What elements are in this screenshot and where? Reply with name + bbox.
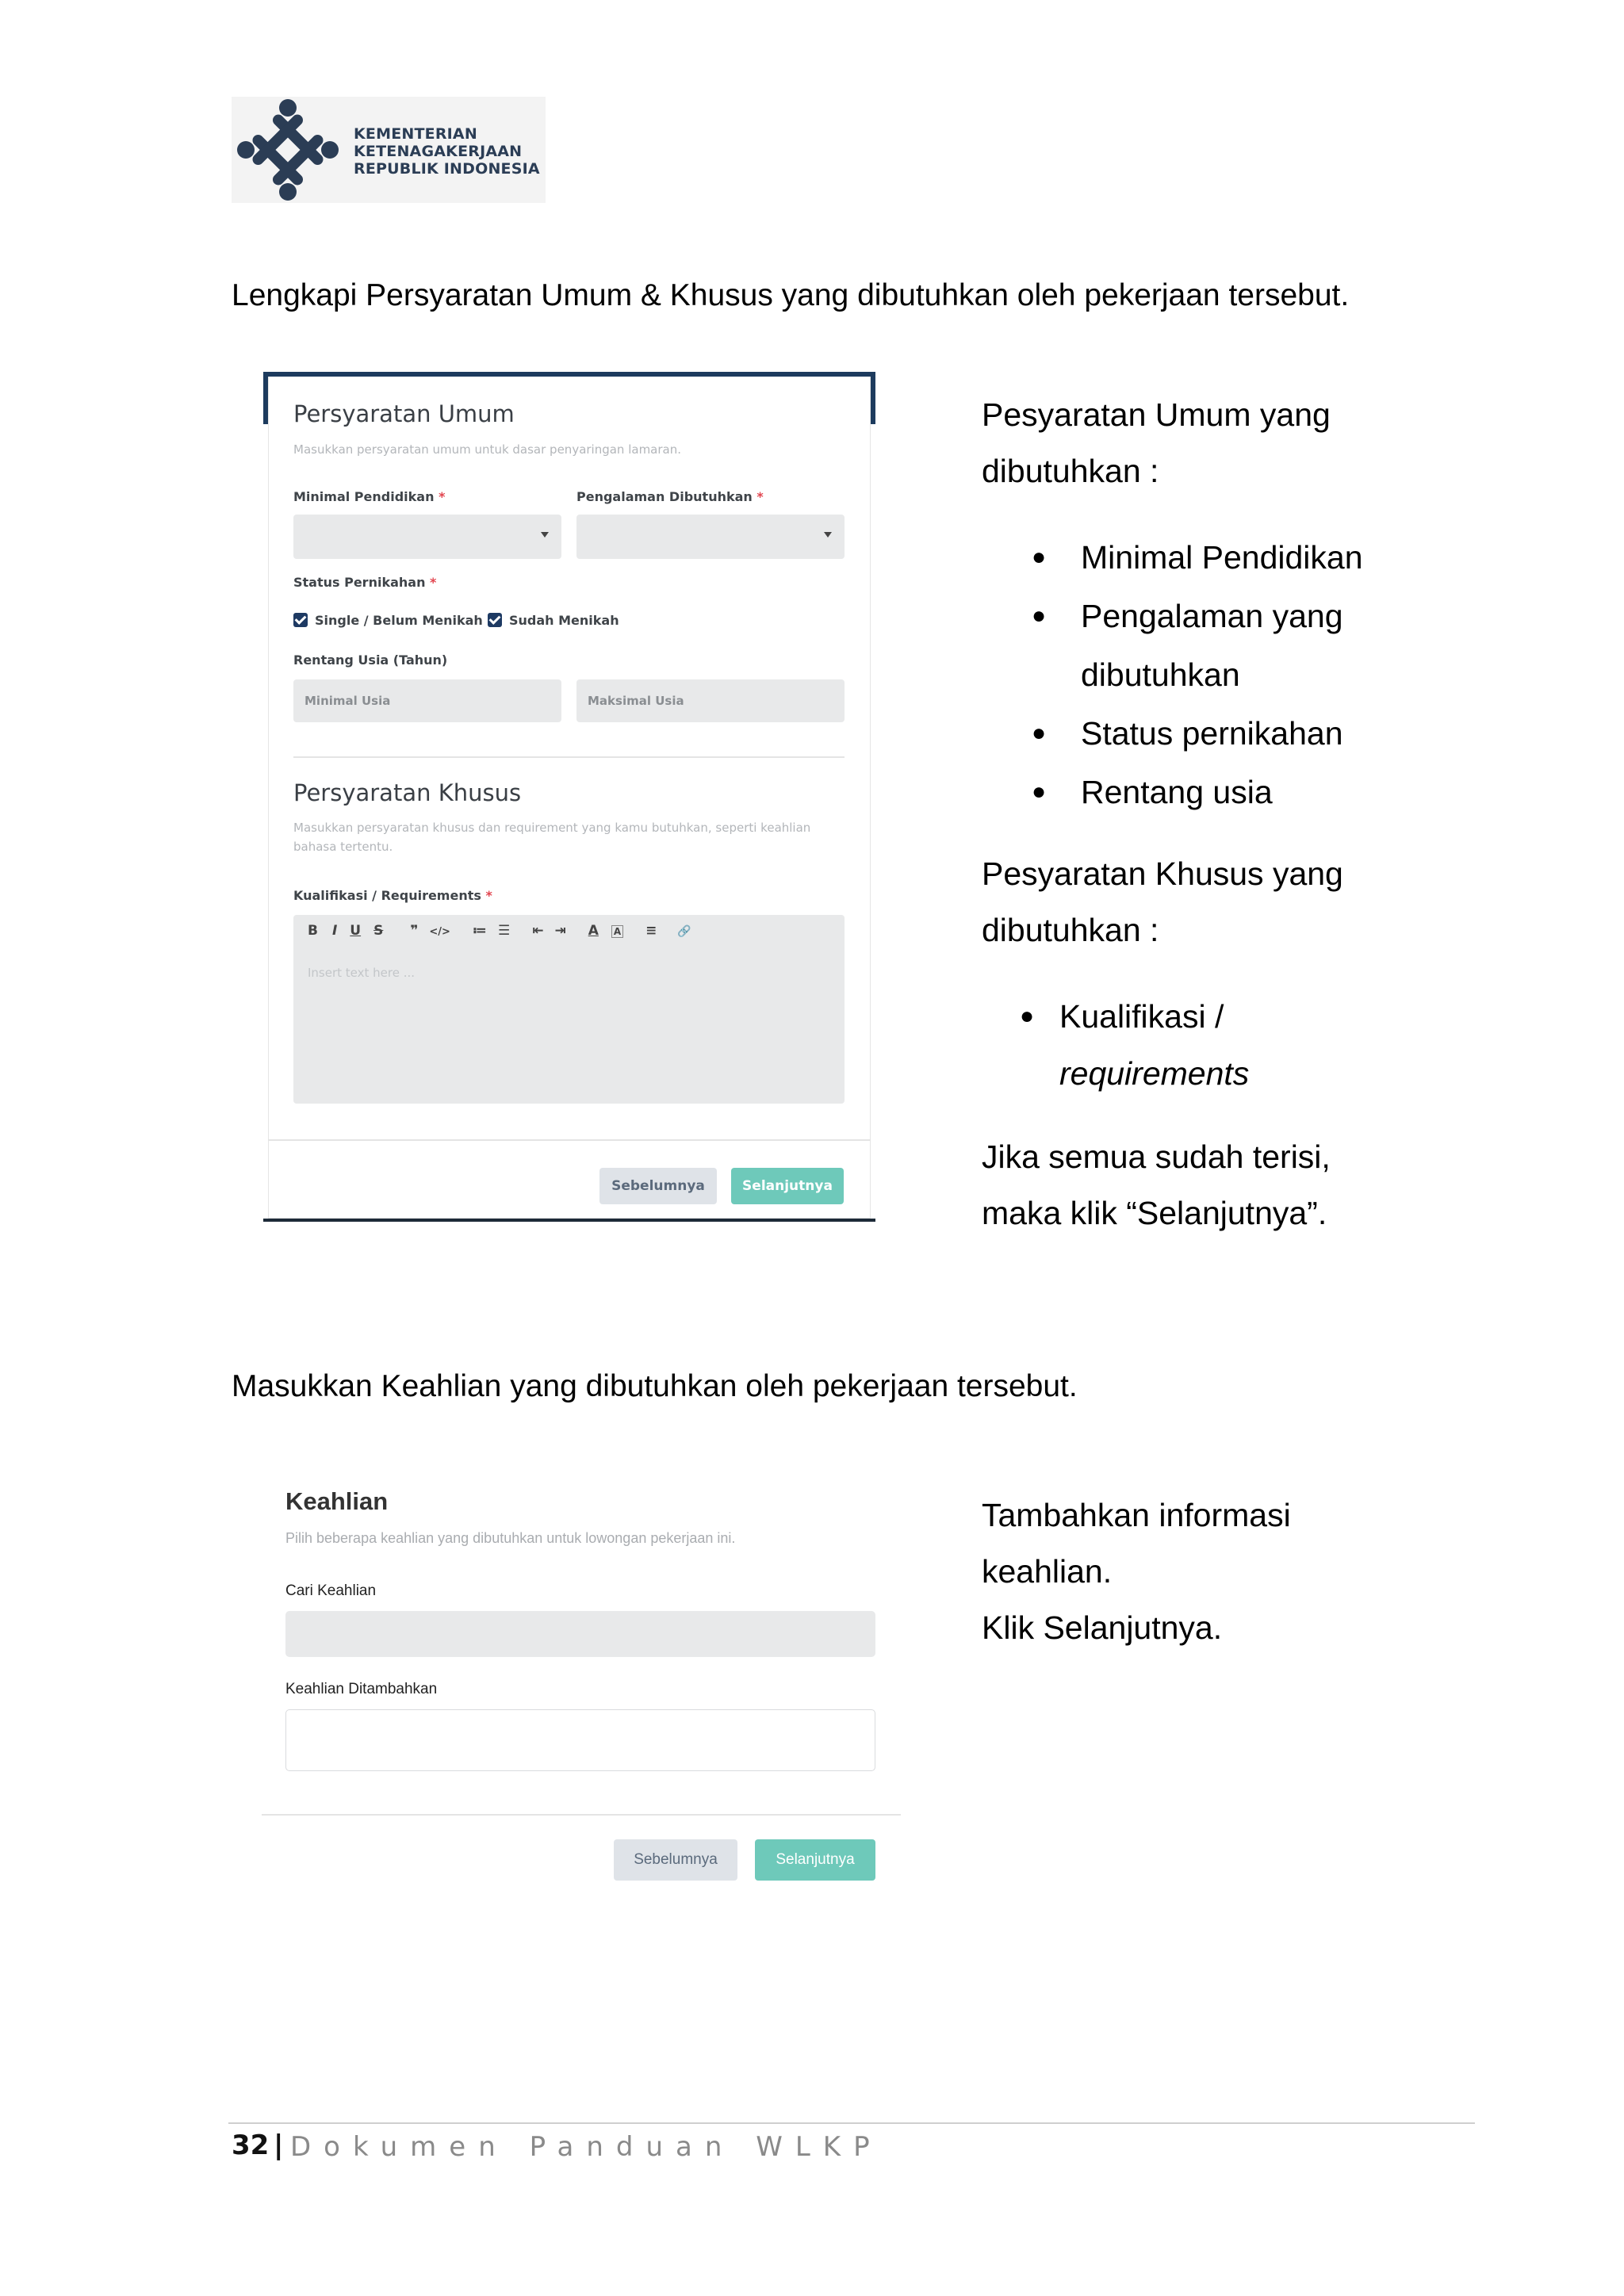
font-color-icon[interactable]: A bbox=[588, 923, 599, 939]
skills-form-screenshot bbox=[262, 1456, 901, 1892]
footer-divider bbox=[268, 1139, 871, 1141]
married-checkbox[interactable] bbox=[488, 613, 502, 627]
skills-note-line-2: keahlian. bbox=[982, 1553, 1113, 1590]
link-icon[interactable]: 🔗 bbox=[677, 925, 691, 938]
skills-note-line-3: Klik Selanjutnya. bbox=[982, 1609, 1223, 1646]
qualifications-label: Kualifikasi / Requirements * bbox=[293, 888, 492, 903]
previous-button[interactable]: Sebelumnya bbox=[599, 1168, 717, 1204]
code-icon[interactable]: </> bbox=[429, 926, 450, 938]
special-requirements-list bbox=[1020, 988, 1250, 1102]
chevron-down-icon bbox=[541, 532, 549, 538]
special-heading-line-2: dibutuhkan : bbox=[982, 912, 1159, 948]
single-checkbox[interactable] bbox=[293, 613, 308, 627]
underline-icon[interactable]: U bbox=[350, 923, 362, 939]
section-divider bbox=[293, 756, 845, 758]
experience-label: Pengalaman Dibutuhkan * bbox=[576, 489, 764, 504]
special-requirements-note bbox=[982, 846, 1343, 959]
quote-icon[interactable]: ❞ bbox=[410, 923, 419, 939]
max-age-input[interactable]: Maksimal Usia bbox=[576, 679, 845, 722]
list-item: ● Minimal Pendidikan bbox=[1032, 539, 1363, 576]
intro-paragraph-1: Lengkapi Persyaratan Umum & Khusus yang dibutuhkan oleh pekerjaan tersebut. bbox=[232, 278, 1350, 312]
special-heading-line-1: Pesyaratan Khusus yang bbox=[982, 855, 1343, 892]
min-education-label: Minimal Pendidikan * bbox=[293, 489, 446, 504]
list-item: ● Pengalaman yang dibutuhkan bbox=[1032, 598, 1343, 693]
married-checkbox-label: Sudah Menikah bbox=[509, 613, 619, 628]
skills-title: Keahlian bbox=[285, 1487, 389, 1515]
skills-note bbox=[982, 1487, 1291, 1656]
skills-note-line-1: Tambahkan informasi bbox=[982, 1497, 1291, 1533]
general-requirements-subtitle: Masukkan persyaratan umum untuk dasar penyaringan lamaran. bbox=[293, 442, 682, 457]
ministry-emblem-icon bbox=[235, 98, 341, 201]
outdent-icon[interactable]: ⇤ bbox=[532, 923, 544, 939]
footer-rule bbox=[228, 2122, 1475, 2124]
experience-select[interactable] bbox=[576, 515, 845, 559]
search-skill-label: Cari Keahlian bbox=[285, 1582, 377, 1599]
skills-subtitle: Pilih beberapa keahlian yang dibutuhkan untuk lowongan pekerjaan ini. bbox=[285, 1530, 736, 1546]
closing-line-1: Jika semua sudah terisi, bbox=[982, 1138, 1331, 1175]
footer-title: Dokumen Panduan WLKP bbox=[290, 2131, 883, 2163]
italic-icon[interactable]: I bbox=[331, 923, 338, 939]
single-checkbox-label: Single / Belum Menikah bbox=[315, 613, 483, 628]
bullet-list-icon[interactable]: ☰ bbox=[497, 923, 511, 939]
general-requirements-title: Persyaratan Umum bbox=[293, 400, 515, 427]
footer-divider bbox=[262, 1814, 901, 1816]
bold-icon[interactable]: B bbox=[308, 923, 318, 939]
requirements-form-screenshot bbox=[263, 372, 875, 1222]
list-item: ● Rentang usia bbox=[1032, 774, 1273, 810]
editor-toolbar bbox=[308, 923, 691, 939]
strikethrough-icon[interactable]: S bbox=[373, 923, 384, 939]
intro-paragraph-2: Masukkan Keahlian yang dibutuhkan oleh pekerjaan tersebut. bbox=[232, 1369, 1078, 1403]
min-age-input[interactable]: Minimal Usia bbox=[293, 679, 561, 722]
list-item: ● Kualifikasi / requirements bbox=[1020, 998, 1250, 1092]
min-education-select[interactable] bbox=[293, 515, 561, 559]
closing-note bbox=[982, 1129, 1331, 1242]
closing-line-2: maka klik “Selanjutnya”. bbox=[982, 1195, 1327, 1231]
logo-line-1: KEMENTERIAN bbox=[354, 125, 477, 143]
previous-button[interactable]: Sebelumnya bbox=[614, 1839, 737, 1881]
ordered-list-icon[interactable]: ≔ bbox=[472, 923, 487, 939]
search-skill-input[interactable] bbox=[285, 1611, 875, 1657]
next-button[interactable]: Selanjutnya bbox=[731, 1168, 844, 1204]
special-requirements-title: Persyaratan Khusus bbox=[293, 779, 522, 806]
added-skills-label: Keahlian Ditambahkan bbox=[285, 1681, 438, 1697]
next-button[interactable]: Selanjutnya bbox=[755, 1839, 875, 1881]
logo-line-2: KETENAGAKERJAAN bbox=[354, 143, 523, 160]
general-requirements-note bbox=[982, 387, 1331, 499]
background-color-icon[interactable]: A bbox=[611, 925, 623, 938]
general-heading-line-2: dibutuhkan : bbox=[982, 453, 1159, 489]
footer-separator: | bbox=[274, 2130, 284, 2161]
list-item: ● Status pernikahan bbox=[1032, 715, 1343, 752]
page-number: 32 bbox=[232, 2130, 270, 2161]
added-skills-field[interactable] bbox=[285, 1709, 875, 1771]
general-requirements-list bbox=[1032, 528, 1363, 821]
ministry-logo bbox=[232, 97, 546, 203]
qualifications-editor[interactable] bbox=[293, 915, 845, 1104]
align-icon[interactable]: ≡ bbox=[645, 923, 657, 939]
age-range-label: Rentang Usia (Tahun) bbox=[293, 652, 448, 668]
chevron-down-icon bbox=[824, 532, 832, 538]
editor-placeholder: Insert text here ... bbox=[308, 966, 416, 980]
marital-status-label: Status Pernikahan * bbox=[293, 575, 437, 590]
special-requirements-subtitle: Masukkan persyaratan khusus dan requirement yang kamu butuhkan, seperti keahlian bahasa tertentu. bbox=[293, 821, 811, 854]
general-heading-line-1: Pesyaratan Umum yang bbox=[982, 396, 1331, 433]
indent-icon[interactable]: ⇥ bbox=[554, 923, 566, 939]
logo-line-3: REPUBLIK INDONESIA bbox=[354, 160, 540, 178]
